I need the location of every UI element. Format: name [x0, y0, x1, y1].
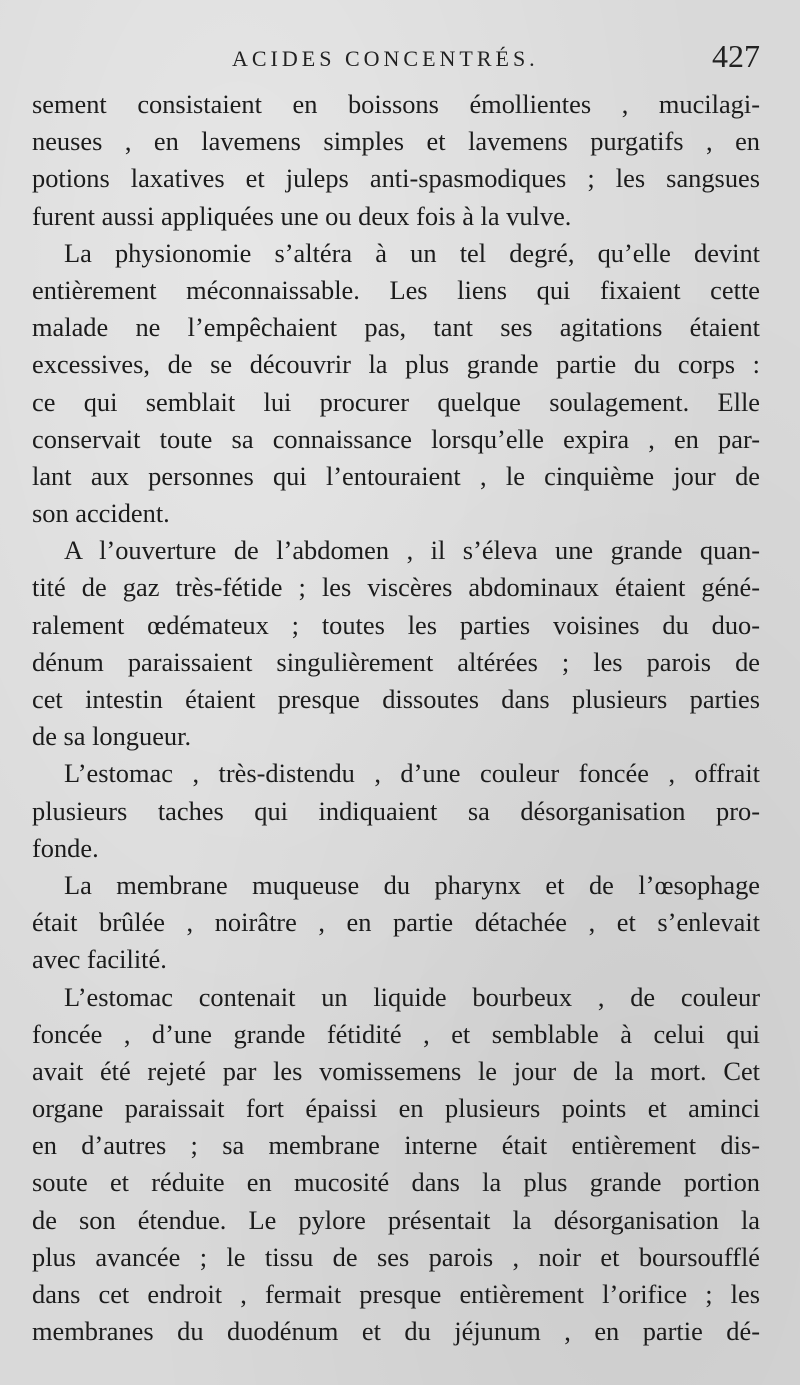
- text-line: ralement œdémateux ; toutes les parties voisines du duo-: [32, 609, 760, 640]
- text-line: L’estomac , très-distendu , d’une couleur foncée , offrait: [64, 758, 760, 789]
- text-line: soute et réduite en mucosité dans la plus grande portion: [32, 1167, 760, 1198]
- text-line: furent aussi appliquées une ou deux fois à la vulve.: [32, 200, 572, 231]
- text-line: en d’autres ; sa membrane interne était entièrement dis-: [32, 1130, 760, 1161]
- paragraph: [32, 979, 760, 1351]
- running-head: [32, 34, 760, 84]
- paragraph: [32, 755, 760, 867]
- text-line: neuses , en lavemens simples et lavemens purgatifs , en: [32, 126, 760, 157]
- text-line: tité de gaz très-fétide ; les viscères abdominaux étaient géné-: [32, 572, 760, 603]
- text-line: lant aux personnes qui l’entouraient , le cinquième jour de: [32, 460, 760, 491]
- text-line: avait été rejeté par les vomissemens le jour de la mort. Cet: [32, 1055, 760, 1086]
- text-line: conservait toute sa connaissance lorsqu’elle expira , en par-: [32, 423, 760, 454]
- page-number: 427: [712, 38, 760, 74]
- text-line: fonde.: [32, 832, 99, 863]
- body-text: [32, 86, 760, 1350]
- text-line: malade ne l’empêchaient pas, tant ses agitations étaient: [32, 312, 760, 343]
- paragraph: [32, 867, 760, 979]
- text-line: était brûlée , noirâtre , en partie détachée , et s’enlevait: [32, 907, 760, 938]
- text-line: ce qui semblait lui procurer quelque soulagement. Elle: [32, 386, 760, 417]
- paragraph: [32, 86, 760, 235]
- text-line: foncée , d’une grande fétidité , et semblable à celui qui: [32, 1018, 760, 1049]
- text-line: membranes du duodénum et du jéjunum , en partie dé-: [32, 1316, 760, 1347]
- text-line: La physionomie s’altéra à un tel degré, qu’elle devint: [64, 237, 760, 268]
- text-line: dans cet endroit , fermait presque entièrement l’orifice ; les: [32, 1279, 760, 1309]
- text-line: A l’ouverture de l’abdomen , il s’éleva une grande quan-: [64, 535, 760, 566]
- text-line: avec facilité.: [32, 944, 167, 975]
- paragraph: [32, 532, 760, 755]
- text-line: La membrane muqueuse du pharynx et de l’œsophage: [64, 869, 760, 900]
- text-line: plus avancée ; le tissu de ses parois , noir et boursoufflé: [32, 1241, 760, 1272]
- running-title: ACIDES CONCENTRÉS.: [232, 46, 539, 71]
- text-line: de son étendue. Le pylore présentait la désorganisation la: [32, 1204, 760, 1235]
- text-line: excessives, de se découvrir la plus grande partie du corps :: [32, 349, 760, 380]
- text-line: sement consistaient en boissons émollientes , mucilagi-: [32, 89, 760, 119]
- text-line: de sa longueur.: [32, 721, 192, 752]
- paragraph: [32, 235, 760, 533]
- text-line: plusieurs taches qui indiquaient sa désorganisation pro-: [32, 795, 760, 826]
- text-line: potions laxatives et juleps anti-spasmodiques ; les sangsues: [32, 163, 760, 194]
- text-line: cet intestin étaient presque dissoutes dans plusieurs parties: [32, 684, 760, 714]
- text-line: organe paraissait fort épaissi en plusieurs points et aminci: [32, 1093, 760, 1124]
- text-line: entièrement méconnaissable. Les liens qui fixaient cette: [32, 274, 760, 305]
- text-line: son accident.: [32, 498, 170, 529]
- text-line: dénum paraissaient singulièrement altérées ; les parois de: [32, 646, 760, 677]
- text-line: L’estomac contenait un liquide bourbeux , de couleur: [64, 981, 760, 1012]
